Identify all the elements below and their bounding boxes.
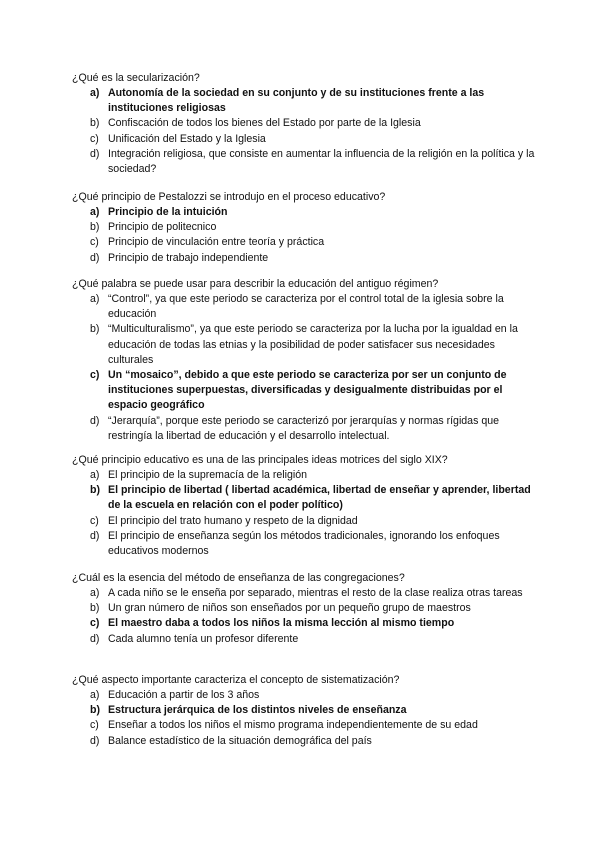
option-letter: c) (90, 369, 100, 382)
option-text: Cada alumno tenía un profesor diferente (108, 632, 299, 645)
option-text: Autonomía de la sociedad en su conjunto y de su instituciones frente a las instituciones religiosas (108, 87, 485, 115)
option-letter: c) (90, 132, 99, 145)
option-b (72, 116, 542, 131)
option-letter: d) (90, 147, 100, 160)
option-letter: c) (90, 617, 100, 630)
option-text: Estructura jerárquica de los distintos niveles de enseñanza (108, 704, 407, 717)
question-text: ¿Qué aspecto importante caracteriza el concepto de sistematización? (72, 674, 400, 686)
question-block (72, 189, 542, 266)
option-text: “Multiculturalismo”, ya que este periodo se caracteriza por la lucha por la igualdad en la educación de todas las etnias y la posibilidad de poder satisfacer sus necesidades culturales (108, 323, 518, 366)
options-list (72, 205, 542, 266)
option-letter: b) (90, 484, 100, 497)
option-text: El principio de libertad ( libertad académica, libertad de enseñar y aprender, libertad de la escuela en relación con el poder político) (108, 484, 531, 512)
option-text: Principio de trabajo independiente (108, 251, 269, 264)
option-letter: a) (90, 87, 100, 99)
option-text: A cada niño se le enseña por separado, mientras el resto de la clase realiza otras tareas (108, 587, 523, 599)
option-text: Un gran número de niños son enseñados por un pequeño grupo de maestros (108, 602, 471, 615)
option-letter: c) (90, 236, 99, 249)
option-text: Principio de la intuición (108, 206, 228, 218)
option-b-correct (72, 703, 542, 718)
option-d (72, 632, 542, 647)
option-letter: d) (90, 734, 100, 747)
option-text: “Control”, ya que este periodo se caracteriza por el control total de la iglesia sobre la educación (108, 293, 504, 321)
option-letter: d) (90, 414, 100, 427)
option-b (72, 601, 542, 616)
question-text: ¿Qué principio educativo es una de las principales ideas motrices del siglo XIX? (72, 454, 448, 466)
question-block (72, 452, 542, 559)
option-b-correct (72, 483, 542, 513)
option-c (72, 132, 542, 147)
option-d (72, 147, 542, 177)
option-text: Unificación del Estado y la Iglesia (108, 132, 266, 145)
option-letter: d) (90, 632, 100, 645)
option-letter: b) (90, 323, 100, 336)
question-text: ¿Cuál es la esencia del método de enseñanza de las congregaciones? (72, 572, 405, 584)
option-letter: a) (90, 293, 100, 305)
options-list (72, 688, 542, 749)
option-text: Educación a partir de los 3 años (108, 689, 260, 701)
option-letter: a) (90, 587, 100, 599)
question-text: ¿Qué palabra se puede usar para describir la educación del antiguo régimen? (72, 278, 439, 290)
option-text: “Jerarquía”, porque este periodo se caracterizó por jerarquías y normas rígidas que restringía la libertad de educación y el desarrollo intelectual. (108, 414, 499, 442)
option-text: Un “mosaico”, debido a que este periodo se caracteriza por ser un conjunto de instituciones superpuestas, diversificadas y desigualmente distribuidas por el espacio geográfico (108, 369, 507, 412)
question-text: ¿Qué es la secularización? (72, 72, 200, 84)
option-c (72, 235, 542, 250)
option-letter: d) (90, 529, 100, 542)
option-b (72, 220, 542, 235)
option-letter: c) (90, 719, 99, 732)
option-text: Confiscación de todos los bienes del Estado por parte de la Iglesia (108, 117, 421, 130)
question-block (72, 70, 542, 177)
option-c-correct (72, 368, 542, 414)
option-letter: c) (90, 514, 99, 527)
option-text: El principio de la supremacía de la religión (108, 469, 308, 481)
option-a-correct (72, 205, 542, 220)
option-text: Principio de vinculación entre teoría y práctica (108, 236, 325, 249)
option-d (72, 414, 542, 444)
question-block (72, 276, 542, 444)
option-a-correct (72, 86, 542, 116)
option-text: El principio de enseñanza según los métodos tradicionales, ignorando los enfoques educativos modernos (108, 529, 500, 558)
option-d (72, 529, 542, 559)
option-text: El maestro daba a todos los niños la misma lección al mismo tiempo (108, 617, 455, 630)
options-list (72, 86, 542, 177)
option-text: El principio del trato humano y respeto de la dignidad (108, 514, 358, 527)
option-letter: b) (90, 221, 100, 234)
option-d (72, 734, 542, 749)
option-text: Balance estadístico de la situación demográfica del país (108, 734, 372, 747)
option-a (72, 688, 542, 703)
option-a (72, 586, 542, 601)
option-text: Principio de politecnico (108, 221, 217, 234)
option-a (72, 292, 542, 322)
option-text: Enseñar a todos los niños el mismo programa independientemente de su edad (108, 719, 478, 732)
question-text: ¿Qué principio de Pestalozzi se introdujo en el proceso educativo? (72, 191, 386, 203)
option-letter: d) (90, 251, 100, 264)
options-list (72, 468, 542, 559)
option-c-correct (72, 616, 542, 631)
question-block (72, 570, 542, 647)
option-letter: a) (90, 469, 100, 481)
option-d (72, 251, 542, 266)
option-b (72, 322, 542, 368)
option-letter: a) (90, 206, 100, 218)
option-c (72, 514, 542, 529)
options-list (72, 586, 542, 647)
option-letter: b) (90, 117, 100, 130)
option-letter: a) (90, 689, 100, 701)
option-letter: b) (90, 602, 100, 615)
option-c (72, 718, 542, 733)
question-block (72, 672, 542, 749)
option-text: Integración religiosa, que consiste en aumentar la influencia de la religión en la política y la sociedad? (108, 147, 535, 176)
options-list (72, 292, 542, 444)
option-letter: b) (90, 704, 100, 717)
option-a (72, 468, 542, 483)
